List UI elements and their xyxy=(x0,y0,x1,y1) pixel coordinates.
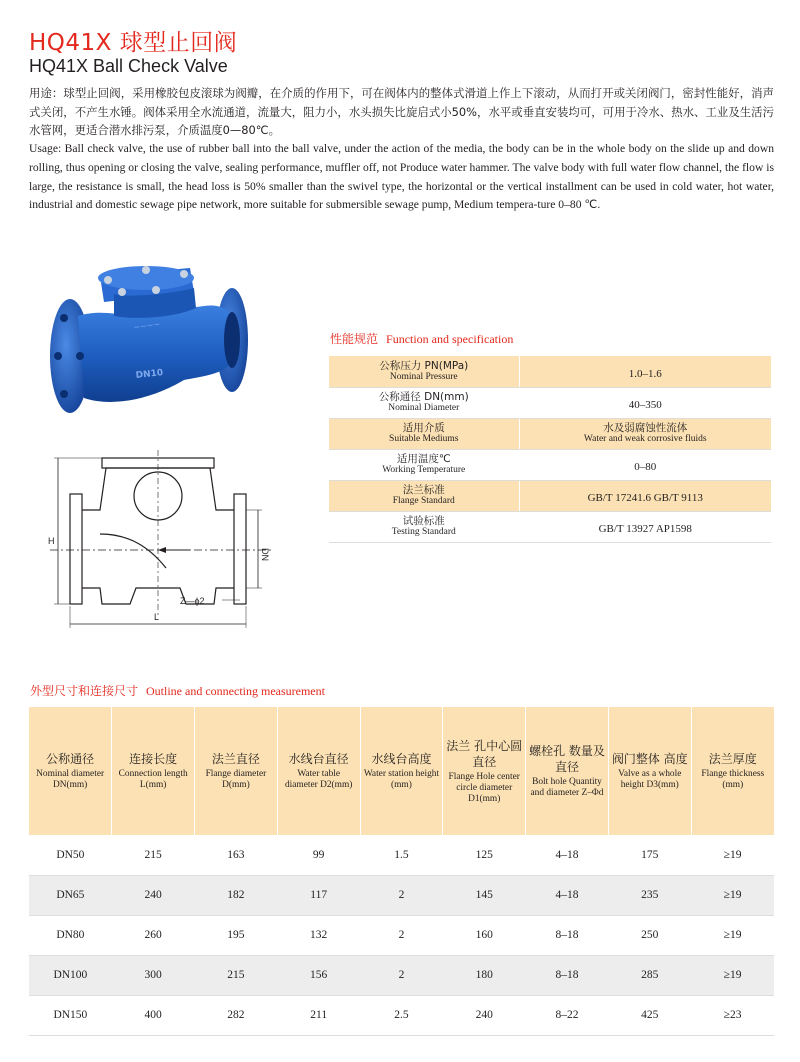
spec-label-en: Flange Standard xyxy=(392,496,455,506)
column-header xyxy=(443,707,526,835)
table-cell: 425 xyxy=(608,995,691,1035)
table-row xyxy=(29,915,774,955)
dimensions-header-row xyxy=(29,707,774,835)
column-header xyxy=(29,707,112,835)
table-cell: 1.5 xyxy=(360,835,443,875)
table-cell: ≥19 xyxy=(691,915,774,955)
table-cell: 300 xyxy=(112,955,195,995)
svg-text:~~~~: ~~~~ xyxy=(133,319,161,332)
table-cell: 195 xyxy=(195,915,278,955)
table-cell: 400 xyxy=(112,995,195,1035)
column-header-cn: 水线台高度 xyxy=(371,752,432,766)
page-title-cn: HQ41X 球型止回阀 xyxy=(29,30,238,56)
table-cell: 180 xyxy=(443,955,526,995)
table-cell: 163 xyxy=(195,835,278,875)
column-header-en: Flange Hole center circle diameter D1(mm) xyxy=(448,771,520,804)
spec-value-text: 0–80 xyxy=(634,461,657,473)
spec-value-text-en: Water and weak corrosive fluids xyxy=(583,434,707,444)
table-cell: 2 xyxy=(360,875,443,915)
table-row xyxy=(29,995,774,1035)
table-cell: 160 xyxy=(443,915,526,955)
usage-text-cn: 用途：球型止回阀，采用橡胶包皮滚球为阀瓣，在介质的作用下，可在阀体内的整体式滑道上作上下滚动，从而打开或关闭阀门，密封性能好，消声式关闭，不产生水锤。阀体采用全水流通道，流量大，阻力小，水头损失比旋启式小50%，水平或垂直安装均可，可用于冷水、热水、工业及生活污水管网，更适合潜水排污泵，介质温度0—80℃。 xyxy=(29,86,774,138)
column-header-en: Bolt hole Quantity and diameter Z–Φd xyxy=(530,777,604,798)
table-cell: 8–18 xyxy=(526,955,609,995)
table-cell: DN80 xyxy=(29,915,112,955)
column-header-en: Connection length L(mm) xyxy=(118,769,188,790)
column-header xyxy=(195,707,278,835)
spec-value xyxy=(519,356,771,387)
column-header-en: Flange diameter D(mm) xyxy=(205,769,267,790)
spec-row xyxy=(329,480,771,511)
spec-heading-cn: 性能规范 xyxy=(330,332,379,346)
valve-product-image xyxy=(44,258,256,418)
column-header-cn: 连接长度 xyxy=(129,752,178,766)
column-header-cn: 阀门整体 高度 xyxy=(611,752,688,766)
table-cell: ≥19 xyxy=(691,875,774,915)
spec-heading-en: Function and specification xyxy=(386,332,514,346)
table-cell: 240 xyxy=(112,875,195,915)
column-header-cn: 水线台直径 xyxy=(288,752,349,766)
column-header xyxy=(691,707,774,835)
spec-row xyxy=(329,511,771,542)
table-cell: 125 xyxy=(443,835,526,875)
spec-label-cn: 公称通径 DN(mm) xyxy=(378,391,469,403)
table-row xyxy=(29,835,774,875)
spec-heading xyxy=(330,330,513,347)
column-header xyxy=(112,707,195,835)
spec-value xyxy=(519,387,771,418)
spec-value-text: 水及弱腐蚀性流体 xyxy=(603,422,688,434)
column-header xyxy=(526,707,609,835)
table-cell: 8–22 xyxy=(526,995,609,1035)
spec-label-en: Working Temperature xyxy=(382,465,466,475)
column-header-cn: 法兰直径 xyxy=(211,752,260,766)
spec-label-en: Nominal Pressure xyxy=(389,371,458,382)
dimensions-heading xyxy=(30,682,325,699)
table-cell: DN100 xyxy=(29,955,112,995)
spec-label-cn: 试验标准 xyxy=(402,515,445,527)
spec-row xyxy=(329,387,771,418)
dimensions-heading-en: Outline and connecting measurement xyxy=(146,684,325,698)
spec-value-text: 1.0–1.6 xyxy=(628,367,662,380)
spec-label-cn: 适用温度℃ xyxy=(396,453,451,465)
spec-label-cn: 适用介质 xyxy=(402,422,445,434)
usage-text-en: Usage: Ball check valve, the use of rubber ball into the ball valve, under the action of the media, the body can be in the whole body on the slide up and down rolling, thus opening or closing the valve, sealing performance, muffler off, not Produce water hammer. The valve body with full water flow channel, the flow is large, the resistance is small, the head loss is 50% smaller than the swivel type, the horizontal or the vertical installment can be used in cold water, hot water, industrial and domestic sewage pipe network, more suitable for submersible sewage pump, Medium tempera-ture 0–80 ℃. xyxy=(29,142,774,212)
dimensions-heading-cn: 外型尺寸和连接尺寸 xyxy=(30,684,139,698)
table-cell: DN65 xyxy=(29,875,112,915)
spec-value xyxy=(519,480,771,511)
drawing-label-l: L xyxy=(154,612,160,622)
table-cell: 235 xyxy=(608,875,691,915)
spec-table xyxy=(329,356,771,543)
spec-row xyxy=(329,418,771,449)
table-cell: 2 xyxy=(360,955,443,995)
spec-value xyxy=(519,418,771,449)
table-cell: 250 xyxy=(608,915,691,955)
spec-value-text: 40–350 xyxy=(628,399,662,411)
table-cell: 285 xyxy=(608,955,691,995)
column-header-en: Water station height (mm) xyxy=(363,769,440,790)
spec-label xyxy=(329,418,519,449)
table-cell: 132 xyxy=(277,915,360,955)
column-header-cn: 公称通径 xyxy=(46,752,95,766)
spec-label xyxy=(329,480,519,511)
spec-label-cn: 公称压力 PN(MPa) xyxy=(379,359,469,372)
table-row xyxy=(29,875,774,915)
drawing-label-dn: DN xyxy=(260,548,270,561)
table-cell: 215 xyxy=(112,835,195,875)
table-cell: 260 xyxy=(112,915,195,955)
column-header xyxy=(277,707,360,835)
table-cell: 282 xyxy=(195,995,278,1035)
table-cell: 145 xyxy=(443,875,526,915)
table-cell: 117 xyxy=(277,875,360,915)
table-cell: 211 xyxy=(277,995,360,1035)
page-title-en: HQ41X Ball Check Valve xyxy=(29,56,228,76)
table-cell: 99 xyxy=(277,835,360,875)
table-cell: 182 xyxy=(195,875,278,915)
column-header-en: Flange thickness (mm) xyxy=(701,769,765,790)
valve-body-marking: DN10 xyxy=(135,368,164,381)
table-cell: ≥19 xyxy=(691,955,774,995)
column-header xyxy=(608,707,691,835)
column-header-cn: 法兰厚度 xyxy=(708,752,757,766)
table-row xyxy=(29,955,774,995)
spec-label-en: Nominal Diameter xyxy=(388,403,460,413)
spec-row xyxy=(329,356,771,387)
spec-value-text: GB/T 17241.6 GB/T 9113 xyxy=(587,492,703,504)
spec-label-en: Suitable Mediums xyxy=(389,434,459,444)
spec-value-text: GB/T 13927 AP1598 xyxy=(598,523,692,535)
column-header-cn: 法兰 孔中心圆 直径 xyxy=(446,738,523,769)
column-header-en: Nominal diameter DN(mm) xyxy=(36,769,105,790)
spec-label xyxy=(329,356,519,387)
spec-row xyxy=(329,449,771,480)
drawing-label-h: H xyxy=(48,536,55,546)
spec-label xyxy=(329,449,519,480)
table-cell: DN50 xyxy=(29,835,112,875)
dimensions-table xyxy=(29,707,774,1036)
table-cell: 240 xyxy=(443,995,526,1035)
table-cell: 215 xyxy=(195,955,278,995)
spec-label xyxy=(329,387,519,418)
column-header-en: Water table diameter D2(mm) xyxy=(284,769,353,790)
table-cell: ≥19 xyxy=(691,835,774,875)
table-cell: 175 xyxy=(608,835,691,875)
spec-label-cn: 法兰标准 xyxy=(402,484,445,496)
spec-value xyxy=(519,511,771,542)
column-header xyxy=(360,707,443,835)
table-cell: 2.5 xyxy=(360,995,443,1035)
table-cell: 2 xyxy=(360,915,443,955)
table-cell: 4–18 xyxy=(526,875,609,915)
column-header-en: Valve as a whole height D3(mm) xyxy=(618,769,682,790)
valve-section-drawing xyxy=(40,448,290,633)
table-cell: 8–18 xyxy=(526,915,609,955)
spec-label-en: Testing Standard xyxy=(391,527,456,537)
table-cell: 156 xyxy=(277,955,360,995)
spec-label xyxy=(329,511,519,542)
table-cell: 4–18 xyxy=(526,835,609,875)
table-cell: ≥23 xyxy=(691,995,774,1035)
spec-value xyxy=(519,449,771,480)
drawing-label-bolt: Z—ϕ2 xyxy=(180,596,205,606)
column-header-cn: 螺栓孔 数量及直径 xyxy=(529,744,605,774)
table-cell: DN150 xyxy=(29,995,112,1035)
